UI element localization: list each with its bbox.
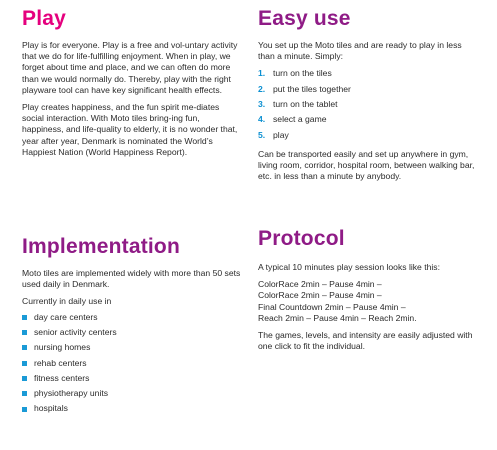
play-paragraph-1: Play is for everyone. Play is a free and vol-untary activity that we do for life-fulfilling enjoyment. When in play, we forget about time and place, and we can often do more than we would normally do. Thereby, play with the right playware tool can have key significant health effects. <box>22 40 238 95</box>
easy-outro: Can be transported easily and set up anywhere in gym, living room, corridor, hospital room, between walking bar, etc. in less than a minute by anybody. <box>258 148 475 182</box>
step-text: turn on the tablet <box>273 99 338 109</box>
list-item <box>22 401 252 416</box>
list-item <box>22 386 252 401</box>
list-item <box>22 356 252 371</box>
protocol-line: Reach 2min – Pause 4min – Reach 2min. <box>258 312 417 323</box>
step-text: select a game <box>273 114 327 125</box>
bullet-square-icon <box>22 330 27 335</box>
list-item <box>258 112 480 127</box>
section-protocol <box>258 228 480 352</box>
section-play <box>22 8 242 158</box>
list-item <box>258 66 480 81</box>
place-label: rehab centers <box>34 357 87 368</box>
step-number: 3. <box>258 99 266 109</box>
implementation-list-intro: Currently in daily use in <box>22 296 112 307</box>
place-label: senior activity centers <box>34 326 117 337</box>
steps-list <box>258 66 480 142</box>
step-text: play <box>273 129 289 140</box>
bullet-square-icon <box>22 376 27 381</box>
heading-easy-use: Easy use <box>258 7 351 30</box>
list-item <box>22 310 252 325</box>
place-label: fitness centers <box>34 372 90 383</box>
bullet-square-icon <box>22 345 27 350</box>
heading-play: Play <box>22 7 66 30</box>
protocol-line: ColorRace 2min – Pause 4min – <box>258 290 382 301</box>
step-number: 1. <box>258 68 266 79</box>
protocol-line: ColorRace 2min – Pause 4min – <box>258 279 382 290</box>
place-label: day care centers <box>34 311 98 322</box>
protocol-outro: The games, levels, and intensity are easily adjusted with one click to fit the individual. <box>258 330 473 352</box>
list-item <box>22 371 252 386</box>
list-item <box>258 82 480 97</box>
play-paragraph-2: Play creates happiness, and the fun spirit me-diates social interaction. With Moto tiles bring-ing fun, happiness, and life-quality to elderly, it is no wonder that, year after year, Denmark is nominated the World’s Happiest Nation (World Happiness Report). <box>22 102 238 157</box>
step-text: put the tiles together <box>273 83 351 94</box>
place-label: hospitals <box>34 403 68 414</box>
implementation-paragraph: Moto tiles are implemented widely with more than 50 sets used daily in Denmark. <box>22 268 241 290</box>
places-list <box>22 310 252 417</box>
bullet-square-icon <box>22 315 27 320</box>
easy-intro: You set up the Moto tiles and are ready to play in less than a minute. Simply: <box>258 40 462 62</box>
list-item <box>258 97 480 112</box>
step-number: 4. <box>258 114 266 125</box>
step-number: 2. <box>258 83 266 94</box>
protocol-intro: A typical 10 minutes play session looks like this: <box>258 262 440 272</box>
bullet-square-icon <box>22 407 27 412</box>
section-implementation <box>22 236 252 417</box>
step-number: 5. <box>258 129 266 140</box>
step-text: turn on the tiles <box>273 68 332 79</box>
place-label: nursing homes <box>34 342 91 353</box>
protocol-line: Final Countdown 2min – Pause 4min – <box>258 301 406 312</box>
heading-protocol: Protocol <box>258 227 345 250</box>
list-item <box>22 340 252 355</box>
list-item <box>22 325 252 340</box>
list-item <box>258 128 480 143</box>
bullet-square-icon <box>22 391 27 396</box>
bullet-square-icon <box>22 361 27 366</box>
section-easy-use <box>258 8 480 183</box>
heading-implementation: Implementation <box>22 235 180 258</box>
place-label: physiotherapy units <box>34 388 109 399</box>
